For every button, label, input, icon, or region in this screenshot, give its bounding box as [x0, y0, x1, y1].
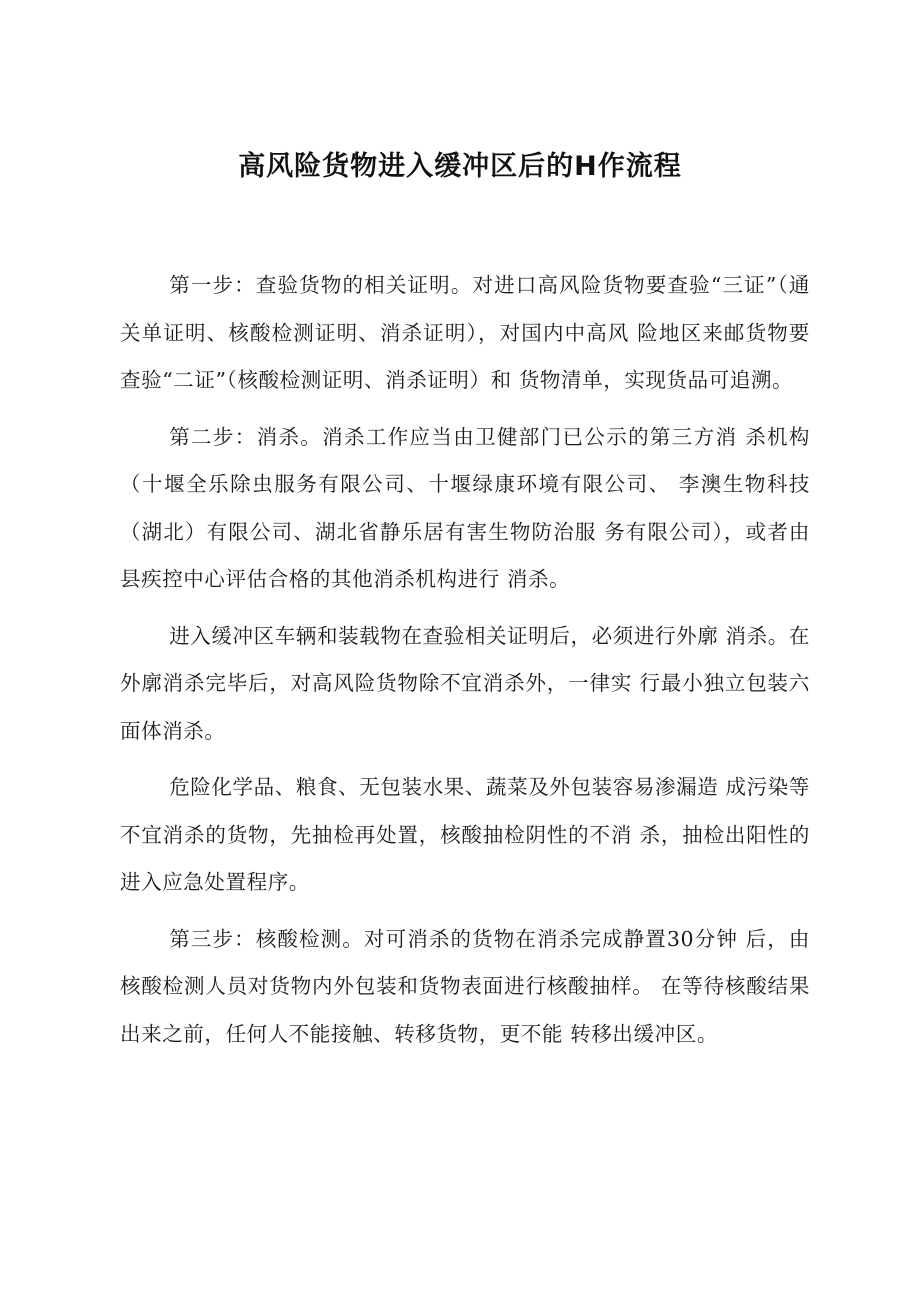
document-body [120, 262, 810, 1067]
paragraph-non-disinfectable-goods: 危险化学品、粮食、无包装水果、蔬菜及外包装容易渗漏造 成污染等不宜消杀的货物，先抽检再处置，核酸抽检阴性的不消 杀，抽检出阳性的进入应急处置程序。 [120, 775, 810, 894]
paragraph-step-one: 第一步：查验货物的相关证明。对进口高风险货物要查验“三证”（通关单证明、核酸检测证明、消杀证明），对国内中高风 险地区来邮货物要查验“二证”（核酸检测证明、消杀证明）和 货物清单，实现货品可追溯。 [120, 273, 810, 392]
document-title: 高风险货物进入缓冲区后的H作流程 [238, 151, 682, 182]
paragraph-outer-disinfection: 进入缓冲区车辆和装载物在查验相关证明后，必须进行外廓 消杀。在外廓消杀完毕后，对高风险货物除不宜消杀外，一律实 行最小独立包装六面体消杀。 [120, 623, 810, 743]
paragraph-step-three: 第三步：核酸检测。对可消杀的货物在消杀完成静置30分钟 后，由核酸检测人员对货物内外包装和货物表面进行核酸抽样。 在等待核酸结果出来之前，任何人不能接触、转移货物，更不能 转移出缓冲区。 [120, 926, 810, 1046]
paragraph-step-two: 第二步：消杀。消杀工作应当由卫健部门已公示的第三方消 杀机构（十堰全乐除虫服务有限公司、十堰绿康环境有限公司、 李澳生物科技（湖北）有限公司、湖北省静乐居有害生物防治服 务有限公司），或者由县疾控中心评估合格的其他消杀机构进行 消杀。 [120, 424, 810, 591]
